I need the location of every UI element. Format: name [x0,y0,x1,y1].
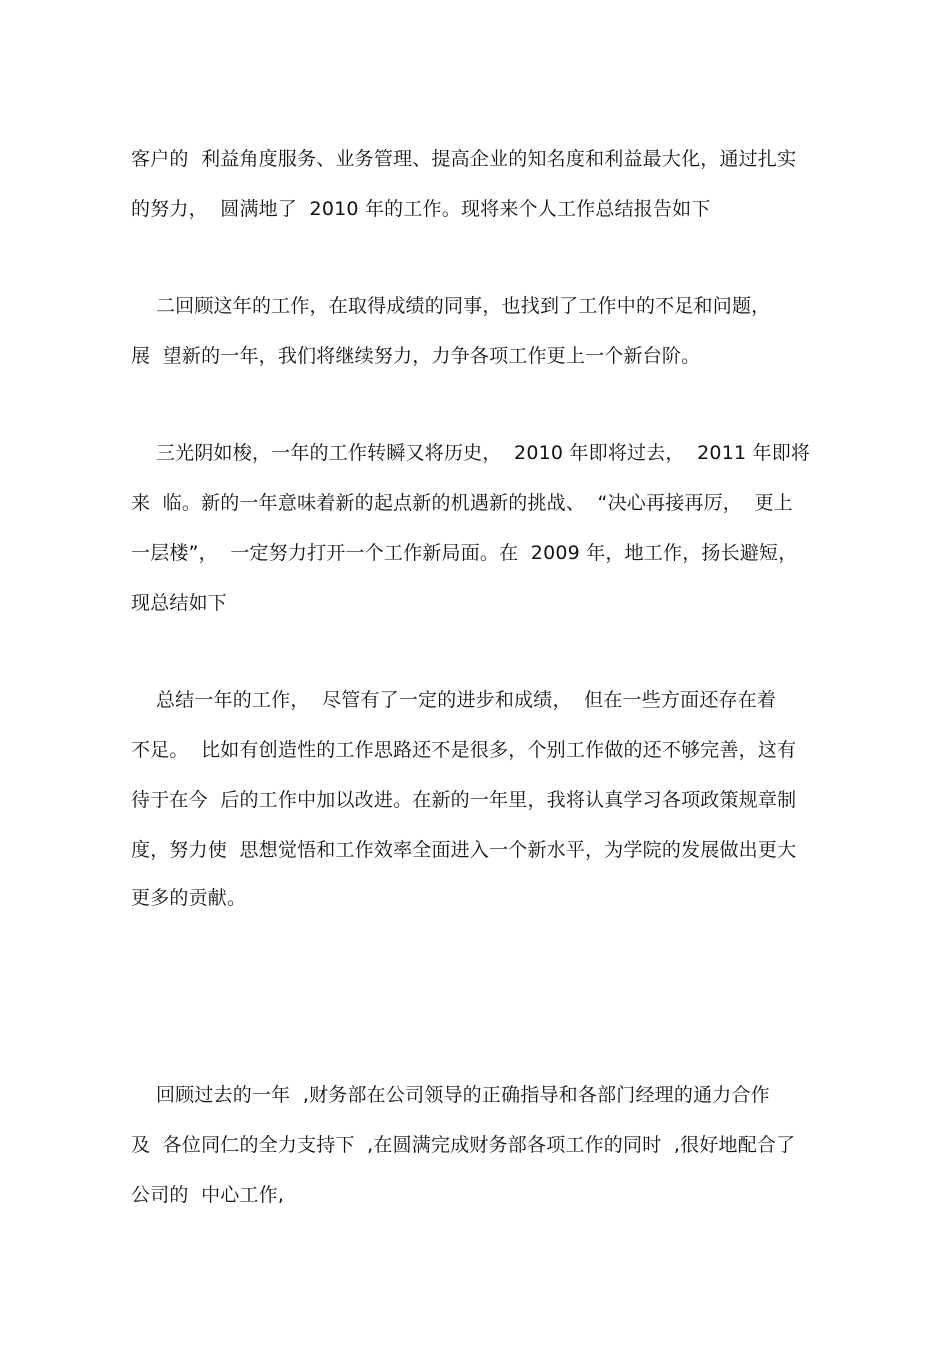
paragraph-line: 不足。 比如有创造性的工作思路还不是很多，个别工作做的还不够完善，这有 [131,739,797,761]
paragraph-line: 总结一年的工作， 尽管有了一定的进步和成绩， 但在一些方面还存在着 [131,689,777,711]
paragraph-line: 一层楼”， 一定努力打开一个工作新局面。在 2009 年，地工作，扬长避短， [131,542,798,564]
paragraph-line: 待于在今 后的工作中加以改进。在新的一年里，我将认真学习各项政策规章制 [131,789,797,811]
paragraph-line: 三光阴如梭，一年的工作转瞬又将历史， 2010 年即将过去， 2011 年即将 [131,442,811,464]
paragraph-line: 的努力， 圆满地了 2010 年的工作。现将来个人工作总结报告如下 [131,198,711,220]
paragraph-line: 回顾过去的一年 ,财务部在公司领导的正确指导和各部门经理的通力合作 [131,1084,770,1106]
paragraph-line: 公司的 中心工作, [131,1184,285,1206]
paragraph-line: 更多的贡献。 [131,887,247,909]
paragraph-line: 二回顾这年的工作，在取得成绩的同事，也找到了工作中的不足和问题， [131,295,771,317]
paragraph-line: 客户的 利益角度服务、业务管理、提高企业的知名度和利益最大化，通过扎实 [131,148,797,170]
paragraph-line: 来 临。新的一年意味着新的起点新的机遇新的挑战、 “决心再接再厉， 更上 [131,492,793,514]
paragraph-line: 现总结如下 [131,592,228,614]
paragraph-line: 及 各位同仁的全力支持下 ,在圆满完成财务部各项工作的同时 ,很好地配合了 [131,1134,796,1156]
paragraph-line: 度，努力使 思想觉悟和工作效率全面进入一个新水平，为学院的发展做出更大 [131,839,797,861]
paragraph-line: 展 望新的一年，我们将继续努力，力争各项工作更上一个新台阶。 [131,345,701,367]
